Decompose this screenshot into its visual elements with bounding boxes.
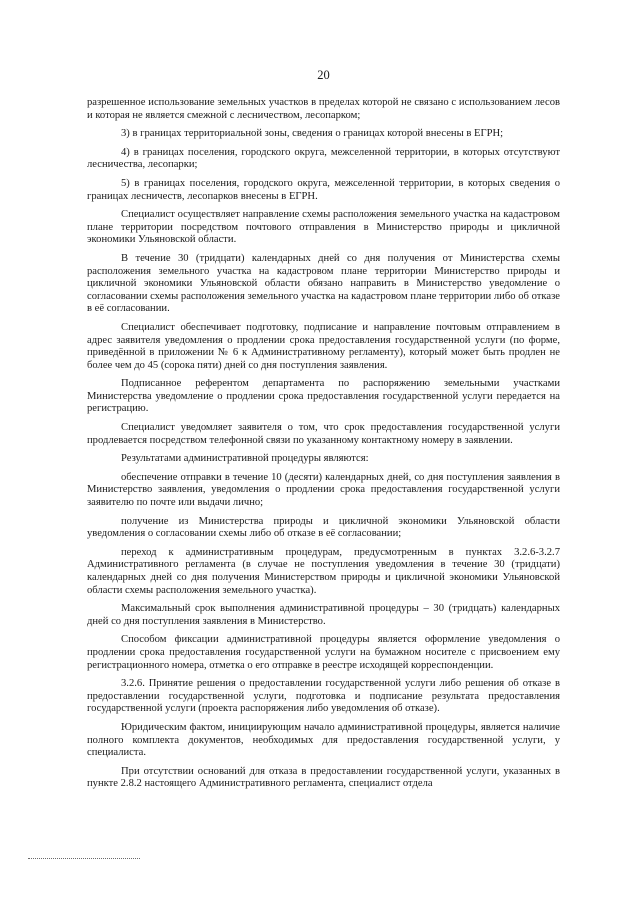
paragraph: получение из Министерства природы и цикличной экономики Ульяновской области уведомления о согласовании схемы либо об отказе в её согласовании; <box>87 515 560 540</box>
paragraph: При отсутствии оснований для отказа в предоставлении государственной услуги, указанных в пункте 2.8.2 настоящего Административного регламента, специалист отдела <box>87 765 560 790</box>
paragraph: В течение 30 (тридцати) календарных дней со дня получения от Министерства схемы расположения земельного участка на кадастровом плане территории Министерство природы и цикличной экономики Ульяновской области обязано направить в Министерство уведомление о согласовании схемы расположения земельного участка на кадастровом плане территории либо об отказе в её согласовании. <box>87 252 560 315</box>
paragraph: Способом фиксации административной процедуры является оформление уведомления о продлении срока предоставления государственной услуги на бумажном носителе с присвоением ему регистрационного номера, отметка о его отправке в реестре исходящей корреспонденции. <box>87 634 560 671</box>
paragraph: Специалист осуществляет направление схемы расположения земельного участка на кадастровом плане территории посредством почтового отправления в Министерство природы и цикличной экономики Ульяновской области. <box>87 209 560 246</box>
paragraph: разрешенное использование земельных участков в пределах которой не связано с использованием лесов и которая не является смежной с лесничеством, лесопарком; <box>87 97 560 121</box>
paragraph: 3.2.6. Принятие решения о предоставлении государственной услуги либо решения об отказе в предоставлении государственной услуги, подготовка и подписание результата предоставления государственной услуги (проекта распоряжения либо уведомления об отказе). <box>87 678 560 715</box>
paragraph: 3) в границах территориальной зоны, сведения о границах которой внесены в ЕГРН; <box>121 128 504 140</box>
paragraph: Подписанное референтом департамента по распоряжению земельными участками Министерства уведомление о продлении срока предоставления государственной услуги передается на регистрацию. <box>87 378 560 415</box>
paragraph: 5) в границах поселения, городского округа, межселенной территории, в которых сведения о границах лесничеств, лесопарков внесены в ЕГРН. <box>87 177 560 202</box>
paragraph: Максимальный срок выполнения административной процедуры – 30 (тридцать) календарных дней со дня поступления заявления в Министерство. <box>87 603 560 627</box>
paragraph: обеспечение отправки в течение 10 (десяти) календарных дней, со дня поступления заявления в Министерство заявления, уведомления о продлении срока предоставления государственной услуги заявителю по почте или выдачи лично; <box>87 471 560 509</box>
paragraph: Результатами административной процедуры являются: <box>121 453 369 465</box>
paragraph: Специалист уведомляет заявителя о том, что срок предоставления государственной услуги продлевается посредством телефонной связи по указанному контактному номеру в заявлении. <box>87 422 560 446</box>
paragraph: переход к административным процедурам, предусмотренным в пунктах 3.2.6-3.2.7 Административного регламента (в случае не поступления уведомления в течение 30 (тридцати) календарных дней со дня получения Министерством природы и цикличной экономики Ульяновской области схемы расположения земельного участка). <box>87 546 560 596</box>
page-number: 20 <box>317 68 330 82</box>
paragraph: 4) в границах поселения, городского округа, межселенной территории, в которых отсутствуют лесничества, лесопарки; <box>87 146 560 171</box>
paragraph: Юридическим фактом, инициирующим начало административной процедуры, является наличие полного комплекта документов, необходимых для предоставления государственной услуги, у специалиста. <box>87 721 560 759</box>
document-body <box>87 97 560 791</box>
footer-dotted-line <box>28 858 140 859</box>
paragraph: Специалист обеспечивает подготовку, подписание и направление почтовым отправлением в адрес заявителя уведомления о продлении срока предоставления государственной услуги (по форме, приведённой в приложении № 6 к Административному регламенту), который может быть продлен не более чем до 45 (сорока пяти) дней со дня поступления заявления. <box>87 321 560 371</box>
